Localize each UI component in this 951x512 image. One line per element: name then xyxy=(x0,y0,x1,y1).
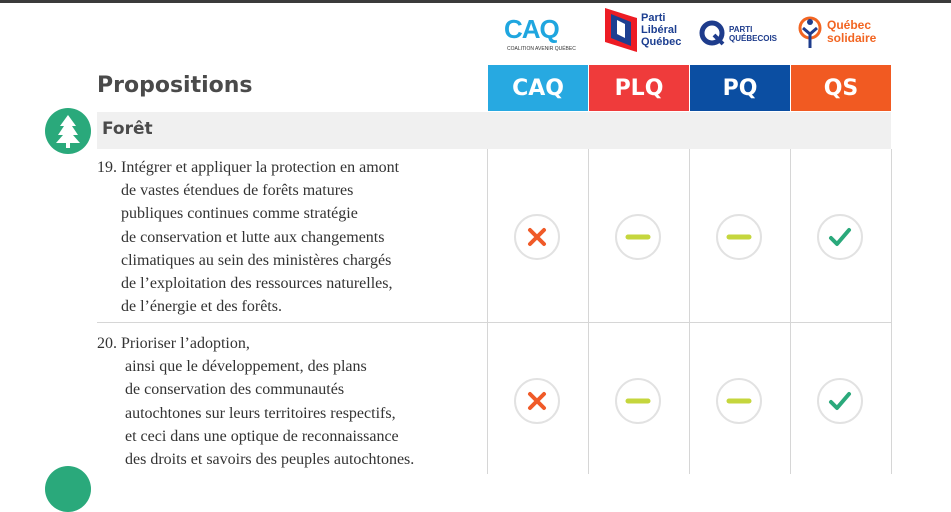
plq-neutral-icon xyxy=(615,378,661,424)
qs-logo-line1: Québec xyxy=(827,18,872,32)
caq-against-icon xyxy=(514,214,560,260)
pq-logo xyxy=(699,8,789,58)
proposition-line: publiques continues comme stratégie xyxy=(121,205,358,223)
pq-logo-line2: QUÉBECOIS xyxy=(729,34,778,43)
column-divider xyxy=(790,149,791,474)
top-rule xyxy=(0,0,951,3)
plq-logo-line1: Parti xyxy=(641,12,666,24)
caq-logo-subtitle: COALITION AVENIR QUÉBEC xyxy=(507,46,576,52)
page-title: Propositions xyxy=(97,73,253,98)
qs-logo xyxy=(797,8,892,58)
plq-logo-line2: Libéral xyxy=(641,24,678,36)
party-header-pq: PQ xyxy=(690,65,790,111)
proposition-line: de vastes étendues de forêts matures xyxy=(121,182,354,200)
section-title: Forêt xyxy=(102,119,153,139)
proposition-line: de conservation et lutte aux changements xyxy=(121,228,385,246)
proposition-line: des droits et savoirs des peuples autochtones. xyxy=(125,451,415,469)
proposition-line: de l’exploitation des ressources naturelles, xyxy=(121,275,393,293)
caq-logo xyxy=(504,8,574,58)
row-divider xyxy=(97,322,891,323)
pq-neutral-icon xyxy=(716,214,762,260)
plq-flag-icon xyxy=(603,8,639,52)
party-header-qs: QS xyxy=(791,65,891,111)
section-band xyxy=(97,112,891,149)
column-divider xyxy=(689,149,690,474)
qs-for-icon xyxy=(817,214,863,260)
proposition-line: autochtones sur leurs territoires respectifs, xyxy=(125,404,396,422)
plq-neutral-icon xyxy=(615,214,661,260)
proposition-19 xyxy=(97,156,399,318)
proposition-line: 19. Intégrer et appliquer la protection en amont xyxy=(97,159,400,176)
pq-q-icon xyxy=(699,20,725,46)
plq-logo xyxy=(601,8,681,58)
qs-for-icon xyxy=(817,378,863,424)
tree-icon-glyph xyxy=(55,114,81,148)
qs-figure-icon xyxy=(797,14,823,54)
proposition-line: ainsi que le développement, des plans xyxy=(125,358,367,376)
proposition-20 xyxy=(97,332,414,471)
qs-logo-line2: solidaire xyxy=(827,31,877,45)
next-section-icon xyxy=(45,466,91,512)
party-header-plq: PLQ xyxy=(589,65,689,111)
proposition-line: de l’énergie et des forêts. xyxy=(121,298,282,316)
proposition-line: de conservation des communautés xyxy=(125,381,345,399)
column-divider xyxy=(487,149,488,474)
pq-logo-line1: PARTI xyxy=(729,25,753,34)
proposition-line: et ceci dans une optique de reconnaissance xyxy=(125,427,399,445)
proposition-line: climatiques au sein des ministères chargés xyxy=(121,251,392,269)
plq-logo-line3: Québec xyxy=(641,36,682,48)
tree-icon xyxy=(45,108,91,154)
pq-neutral-icon xyxy=(716,378,762,424)
party-header-caq: CAQ xyxy=(488,65,588,111)
caq-against-icon xyxy=(514,378,560,424)
column-divider xyxy=(891,149,892,474)
proposition-line: 20. Prioriser l’adoption, xyxy=(97,335,250,352)
caq-logo-mark: CAQ xyxy=(504,14,559,44)
column-divider xyxy=(588,149,589,474)
